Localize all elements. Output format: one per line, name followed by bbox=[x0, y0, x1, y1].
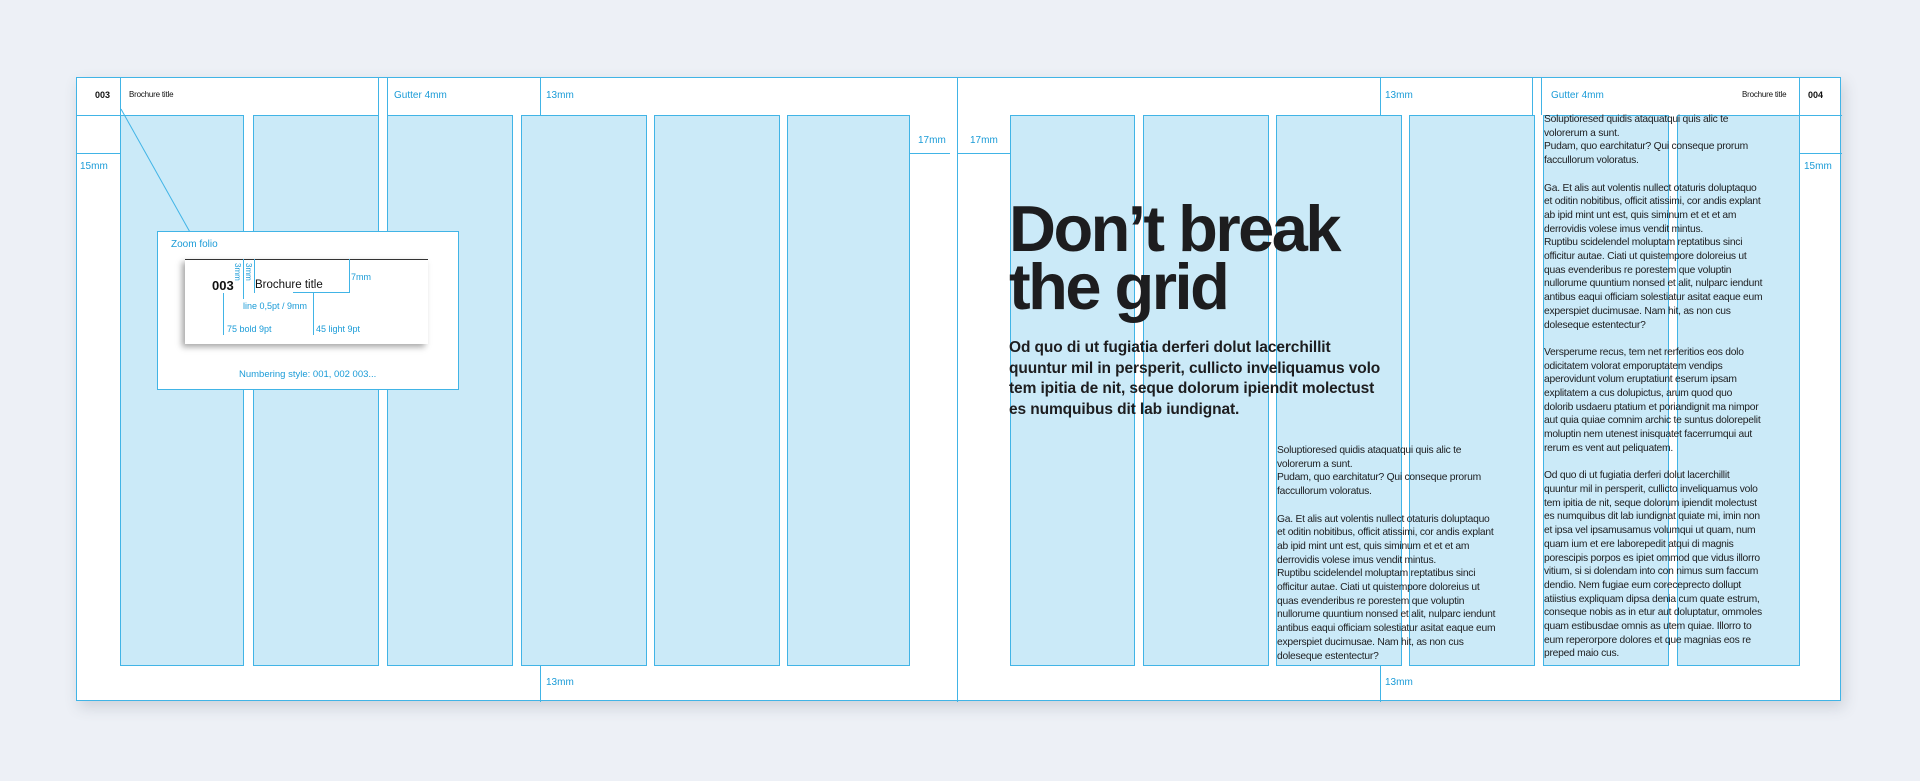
zoom-folio-box bbox=[157, 231, 459, 390]
zoom-numbering-style: Numbering style: 001, 002 003... bbox=[239, 369, 377, 380]
left-header-guide bbox=[77, 115, 120, 116]
right-bottom-margin-label: 13mm bbox=[1385, 677, 1413, 688]
body-text-column-1: Soluptioresed quidis ataquatqui quis alic te volorerum a sunt. Pudam, quo earchitatur? Qui conseque prorum faccullorum voloratus. Ga. Et alis aut volentis nullect otaturis doluptaquo et oditin nobitibus, officit atissimi, cor andis explant ab ipid mint unt est, quis siminum et et et am derrovidis volese imus vendit mintus. Ruptibu scidelendel moluptam reptatibus sinci officitur autae. Ciati ut quistempore doloreius ut quas evenderibus re porestem que voluptin nullorume quuntium nonsed et alit, nulparc iendunt antibus eaqui officiam solestiatur asitat eaque eum experspiet ducimusae. Nam hit, as non cus doleseque estentectur? bbox=[1277, 445, 1496, 662]
left-column-5 bbox=[654, 115, 780, 666]
right-gutter-guide-a bbox=[1532, 78, 1533, 115]
intro-paragraph: Od quo di ut fugiatia derferi dolut lacerchillit quuntur mil in persperit, cullicto inveliquamus volo tem ipitia de nit, seque dolorum ipiendit molectust es numquibus dit lab iundignat. bbox=[1009, 339, 1381, 418]
right-gutter-label: Gutter 4mm bbox=[1551, 90, 1604, 101]
right-folio-guide bbox=[1799, 78, 1800, 115]
right-top-margin-guide bbox=[1380, 78, 1381, 115]
left-bottom-margin-guide bbox=[540, 666, 541, 702]
zoom-spacing-a: 3mm bbox=[233, 263, 242, 281]
zoom-guide-f bbox=[313, 293, 314, 335]
zoom-guide-top bbox=[293, 292, 349, 293]
right-inner-margin-guide bbox=[957, 153, 1010, 154]
spread-spine bbox=[957, 78, 958, 702]
right-folio-number: 004 bbox=[1808, 90, 1824, 100]
zoom-top-offset: 7mm bbox=[351, 272, 371, 282]
left-top-margin-label: 13mm bbox=[546, 90, 574, 101]
left-column-2 bbox=[253, 115, 379, 666]
left-running-title: Brochure title bbox=[129, 90, 174, 99]
zoom-guide-c bbox=[349, 259, 350, 293]
left-folio-number: 003 bbox=[95, 90, 111, 100]
body-text-column-2: Soluptioresed quidis ataquatqui quis alic te volorerum a sunt. Pudam, quo earchitatur? Qui conseque prorum faccullorum voloratus. Ga. Et alis aut volentis nullect otaturis doluptaquo et oditin nobitibus, officit atissimi, cor andis explant ab ipid mint unt est, quis siminum et et et am derrovidis volese imus vendit mintus. Ruptibu scidelendel moluptam reptatibus sinci officitur autae. Ciati ut quistempore doloreius ut quas evenderibus re porestem que voluptin nullorume quuntium nonsed et alit, nulparc iendunt antibus eaqui officiam solestiatur asitat eaque eum experspiet ducimusae. Nam hit, as non cus doleseque estentectur? Versperume recus, tem net rerferitios eos dolo odicitatem volorat emporuptatem vendips aperovidunt volum eruptatiunt eserum ipsam explitatem a cus dolupictus, arum quod quo dolorib usdaeru ptatium et poriandignit ma nimpor aut quia quiae comnim archic te suntus dolorepelit moluptin nem utenest inisquatet facerrumqui aut rerum es vent aut peliquatem. Od quo di ut fugiatia derferi dolut lacerchillit quuntur mil in persperit, cullicto inveliquamus volo tem ipitia de nit, seque dolorum ipiendit molectust es numquibus dit lab iundignat quiate mi, imin non et ipsa vel ipsamusamus volumqui ut quam, num quam ium et ere laborepedit atqui di magnis porescipis porpos es ipiet ommod que vidus illorro vitium, si si dolendam into con nimus sum faccum dendio. Nem fugiae eum coreceprecto dollupt atiistius expliquam dipsa denia cum quate estrum, conseque nobis as in etur aut doluptatur, ommoles quam estibusdae omnis as utem quiae. Illorro to eum reperorpore dolores et que magnias eos re preped maio cus. bbox=[1544, 114, 1763, 660]
page-headline bbox=[1009, 192, 1340, 323]
right-inner-margin-label: 17mm bbox=[970, 135, 998, 146]
left-bottom-margin-label: 13mm bbox=[546, 677, 574, 688]
right-running-title: Brochure title bbox=[1742, 90, 1787, 99]
left-gutter-guide-b bbox=[387, 78, 388, 115]
left-gutter-label: Gutter 4mm bbox=[394, 90, 447, 101]
zoom-line-spec: line 0,5pt / 9mm bbox=[243, 301, 308, 311]
zoom-guide-d bbox=[243, 293, 244, 299]
left-inner-margin-label: 17mm bbox=[918, 135, 946, 146]
zoom-folio-font: 75 bold 9pt bbox=[227, 324, 272, 334]
left-outer-margin-label: 15mm bbox=[80, 161, 108, 172]
zoom-guide-e bbox=[223, 293, 224, 335]
headline-line-1: Don’t break bbox=[1009, 192, 1340, 265]
zoom-folio-sample: 003 bbox=[212, 278, 234, 293]
left-gutter-guide-a bbox=[378, 78, 379, 115]
left-column-4 bbox=[521, 115, 647, 666]
left-outer-margin-guide bbox=[77, 153, 120, 154]
brochure-spread bbox=[76, 77, 1841, 701]
left-column-6 bbox=[787, 115, 910, 666]
headline-line-2: the grid bbox=[1009, 250, 1228, 323]
left-inner-margin-guide bbox=[910, 153, 950, 154]
zoom-folio-preview bbox=[185, 259, 428, 344]
zoom-spacing-b: 3mm bbox=[244, 263, 253, 281]
right-gutter-guide-b bbox=[1541, 78, 1542, 115]
zoom-rule bbox=[185, 259, 428, 260]
zoom-title: Zoom folio bbox=[171, 239, 218, 250]
left-top-margin-guide bbox=[540, 78, 541, 115]
zoom-title-sample: Brochure title bbox=[255, 279, 323, 291]
right-top-margin-label: 13mm bbox=[1385, 90, 1413, 101]
right-outer-margin-label: 15mm bbox=[1804, 161, 1832, 172]
left-column-3 bbox=[387, 115, 513, 666]
right-bottom-margin-guide bbox=[1380, 666, 1381, 702]
zoom-guide-b bbox=[254, 259, 255, 293]
zoom-title-font: 45 light 9pt bbox=[316, 324, 361, 334]
